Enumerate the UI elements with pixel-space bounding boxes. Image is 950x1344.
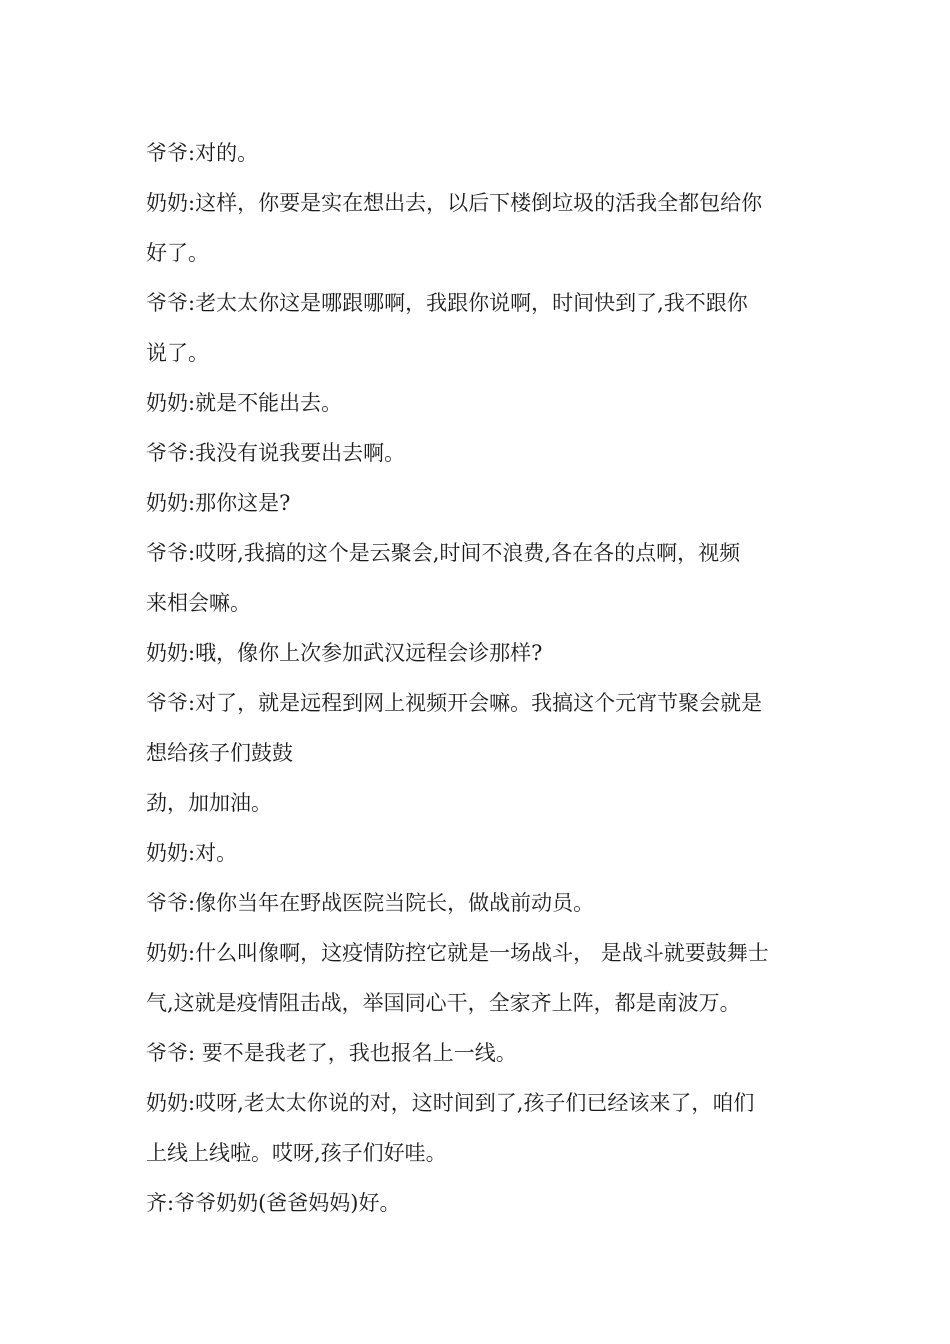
text-line: 上线上线啦。哎呀,孩子们好哇。 [146, 1141, 447, 1165]
text-line: 奶奶:就是不能出去。 [146, 391, 343, 415]
text-line: 奶奶:哦，像你上次参加武汉远程会诊那样? [146, 641, 543, 665]
text-line: 奶奶:哎呀,老太太你说的对，这时间到了,孩子们已经该来了，咱们 [146, 1091, 755, 1115]
text-line: 好了。 [146, 241, 209, 265]
text-line: 想给孩子们鼓鼓 [146, 741, 293, 765]
text-line: 爷爷:对的。 [146, 141, 259, 165]
text-line: 爷爷:哎呀,我搞的这个是云聚会,时间不浪费,各在各的点啊，视频 [146, 541, 741, 565]
text-line: 劲，加加油。 [146, 791, 272, 815]
text-line: 奶奶:什么叫像啊，这疫情防控它就是一场战斗， 是战斗就要鼓舞士 [146, 941, 769, 965]
text-line: 奶奶:那你这是? [146, 491, 291, 515]
text-line: 爷爷:像你当年在野战医院当院长，做战前动员。 [146, 891, 595, 915]
text-line: 爷爷: 要不是我老了，我也报名上一线。 [146, 1041, 517, 1065]
text-line: 爷爷:对了，就是远程到网上视频开会嘛。我搞这个元宵节聚会就是 [146, 691, 763, 715]
text-line: 说了。 [146, 341, 209, 365]
script-text [146, 128, 816, 1228]
text-line: 奶奶:对。 [146, 841, 238, 865]
text-line: 爷爷:我没有说我要出去啊。 [146, 441, 406, 465]
text-line: 来相会嘛。 [146, 591, 251, 615]
text-line: 气,这就是疫情阻击战，举国同心干，全家齐上阵，都是南波万。 [146, 991, 741, 1015]
text-line: 爷爷:老太太你这是哪跟哪啊，我跟你说啊，时间快到了,我不跟你 [146, 291, 748, 315]
text-line: 奶奶:这样，你要是实在想出去，以后下楼倒垃圾的活我全都包给你 [146, 191, 763, 215]
text-line: 齐:爷爷奶奶(爸爸妈妈)好。 [146, 1191, 401, 1215]
